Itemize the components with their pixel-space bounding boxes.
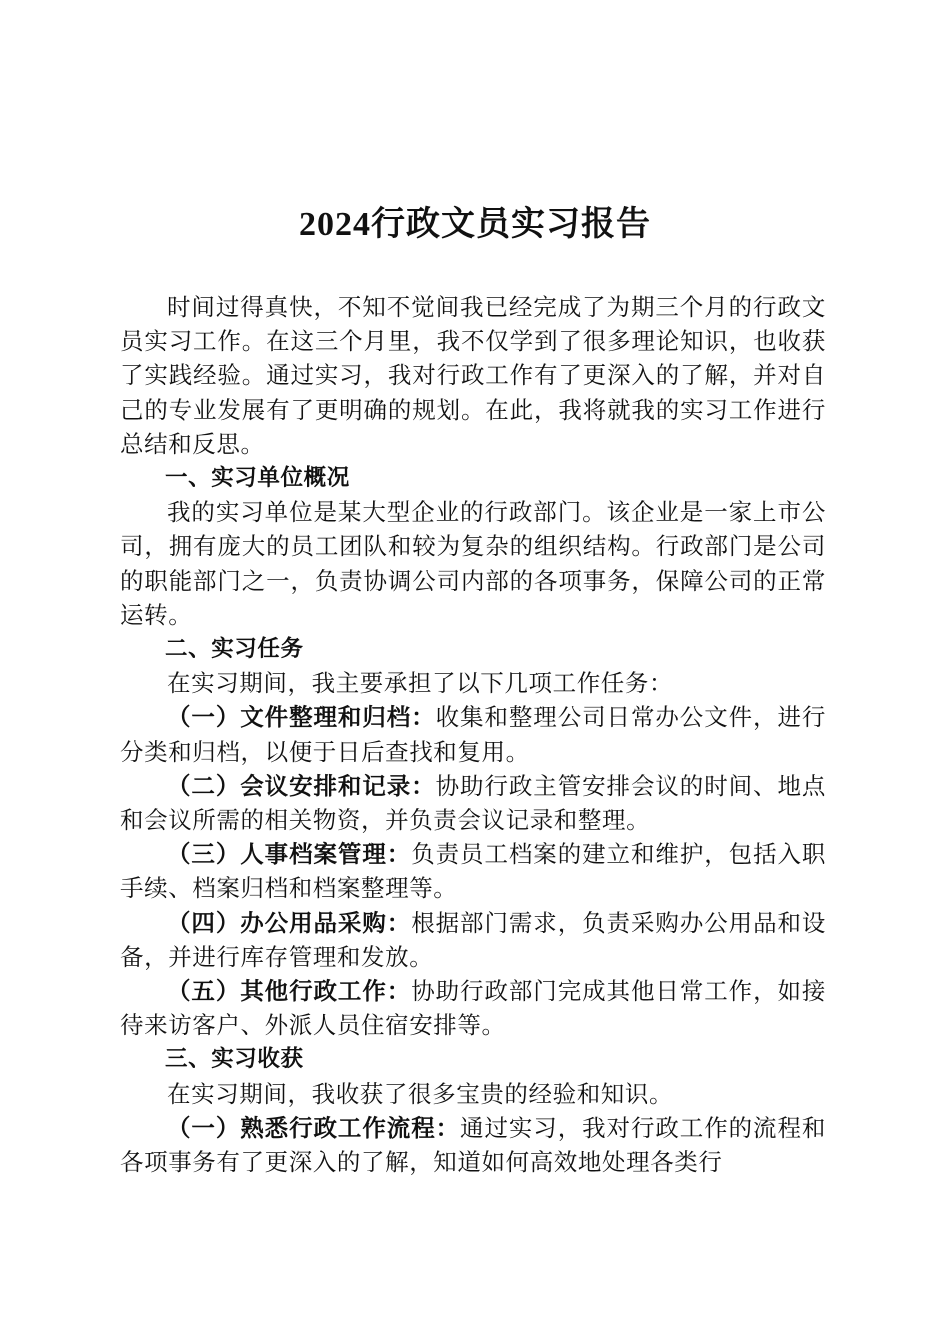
- task-1-text: 收集和整理公司日常办公文件，进行分类和归档，以便于日后查找和复用。: [120, 703, 826, 766]
- task-5-text: 协助行政部门完成其他日常工作，如接待来访客户、外派人员住宿安排等。: [120, 977, 827, 1040]
- task-4-lead: （四）办公用品采购：: [167, 908, 412, 937]
- task-1-lead: （一）文件整理和归档：: [167, 703, 436, 732]
- gain-1-lead: （一）熟悉行政工作流程：: [167, 1113, 461, 1142]
- task-item-5: [120, 974, 826, 1042]
- task-4-text: 根据部门需求，负责采购办公用品和设备，并进行库存管理和发放。: [120, 908, 827, 971]
- page-title: 2024行政文员实习报告: [299, 206, 651, 243]
- section-2-intro: 在实习期间，我主要承担了以下几项工作任务：: [167, 669, 674, 698]
- section-heading-3: 三、实习收获: [165, 1046, 304, 1073]
- intro-paragraph: 时间过得真快，不知不觉间我已经完成了为期三个月的行政文员实习工作。在这三个月里，我不仅学到了很多理论知识，也收获了实践经验。通过实习，我对行政工作有了更深入的了解，并对自己的专业发展有了更明确的规划。在此，我将就我的实习工作进行总结和反思。: [120, 293, 826, 458]
- gain-1-text: 通过实习，我对行政工作的流程和各项事务有了更深入的了解，知道如何高效地处理各类行: [120, 1113, 826, 1177]
- section-1-paragraph: 我的实习单位是某大型企业的行政部门。该企业是一家上市公司，拥有庞大的员工团队和较为复杂的组织结构。行政部门是公司的职能部门之一，负责协调公司内部的各项事务，保障公司的正常运转。: [120, 498, 826, 629]
- task-2-lead: （二）会议安排和记录：: [167, 771, 436, 800]
- task-3-lead: （三）人事档案管理：: [167, 840, 412, 869]
- task-5-lead: （五）其他行政工作：: [167, 977, 412, 1006]
- task-2-text: 协助行政主管安排会议的时间、地点和会议所需的相关物资，并负责会议记录和整理。: [120, 771, 826, 835]
- task-item-3: [120, 837, 826, 905]
- task-item-2: [120, 769, 826, 837]
- section-heading-1: 一、实习单位概况: [165, 465, 350, 492]
- task-item-4: [120, 906, 826, 974]
- task-3-text: 负责员工档案的建立和维护，包括入职手续、档案归档和档案整理等。: [120, 840, 827, 903]
- gain-item-1: [120, 1111, 826, 1179]
- task-item-1: [120, 700, 826, 768]
- section-heading-2: 二、实习任务: [165, 636, 304, 663]
- section-3-intro: 在实习期间，我收获了很多宝贵的经验和知识。: [167, 1079, 674, 1108]
- document-body: [120, 290, 826, 1179]
